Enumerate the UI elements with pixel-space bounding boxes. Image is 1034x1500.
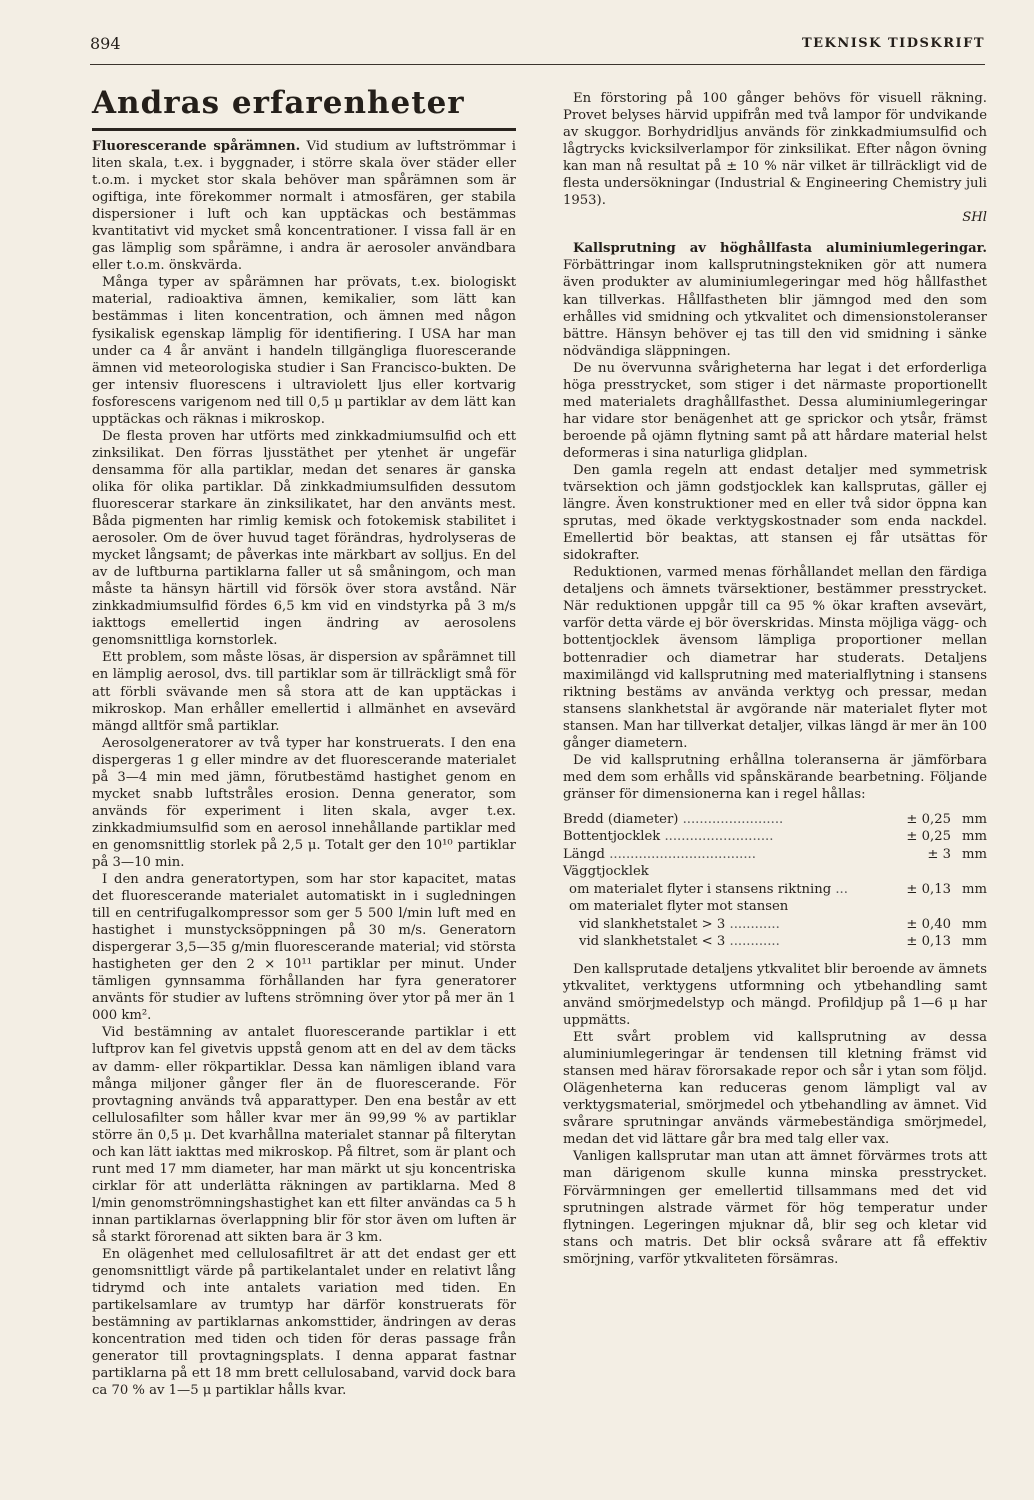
article1-paragraph: Vid bestämning av antalet fluorescerande partiklar i ett luftprov kan fel givetvis uppstå genom att en del av dem täcks av damm- eller rökpartiklar. Dessa kan nämligen ibland vara många miljoner gånger fler än de fluorescerande. För provtagning används två apparattyper. Den ena består av ett cellulosafilter som håller kvar mer än 99,99 % av partiklar större än 0,5 μ. Det kvarhållna materialet stannar på filterytan och kan lätt iakttas med mikroskop. På filtret, som är plant och runt med 17 mm diameter, har man märkt ut sju koncentriska cirklar för att underlätta räkningen av partiklarna. Med 8 l/min genomströmningshastighet kan ett filter användas ca 5 h innan partiklarnas överlappning blir för stor även om luften är så starkt förorenad att sikten bara är 3 km. xyxy=(92,1025,516,1245)
tolerance-row xyxy=(563,933,987,951)
article2-paragraph: De nu övervunna svårigheterna har legat i det erforderliga höga presstrycket, som stiger i det närmaste proportionellt med materialets draghållfasthet. Dessa aluminiumlegeringar har vidare stor benägenhet att ge sprickor och ytsår, främst beroende på ojämn flytning samt på att hårdare material helst deformeras i sina naturliga glidplan. xyxy=(563,360,987,461)
article1-paragraph: Fluorescerande spårämnen. Vid studium av luftströmmar i liten skala, t.ex. i byggnader, i större skala över städer eller t.o.m. i mycket stor skala behöver man spårämnen som är ogiftiga, inte förekommer normalt i atmosfären, ger stabila dispersioner i luft och kan upptäckas och bestämmas kvantitativt vid mycket små koncentrationer. I vissa fall är en gas lämplig som spårämne, i andra är aerosoler användbara eller t.o.m. önskvärda. xyxy=(92,139,516,274)
tolerance-value xyxy=(879,898,951,916)
tolerance-label: Väggtjocklek xyxy=(563,864,649,880)
tolerance-unit: mm xyxy=(961,829,987,845)
article2-paragraph: Kallsprutning av höghållfasta aluminiumlegeringar. Förbättringar inom kallsprutningstekniken gör att numera även produkter av aluminiumlegeringar med hög hållfasthet kan tillverkas. Hållfastheten blir jämngod med den som erhålles vid smidning och ytkvalitet och dimensionstoleranser bättre. Hänsyn behöver ej tas till den vid smidning i sänke nödvändiga släppningen. xyxy=(563,241,987,359)
tolerance-row xyxy=(563,898,987,916)
tolerance-unit xyxy=(951,898,987,916)
article2-paragraph: Ett svårt problem vid kallsprutning av dessa aluminiumlegeringar är tendensen till kletning främst vid stansen med härav förorsakade repor och sår i ytan som följd. Olägenheterna kan reduceras genom lämpligt val av verktygsmaterial, smörjmedel och ytbehandling av ämnet. Vid svårare sprutningar används värmebeständiga smörjmedel, medan det vid lättare går bra med talg eller vax. xyxy=(563,1030,987,1148)
title-rule xyxy=(92,128,516,131)
article2-paragraph: Vanligen kallsprutar man utan att ämnet förvärmes trots att man därigenom skulle kunna minska presstrycket. Förvärmningen ger emellertid tillsammans med det vid sprutningen alstrade värmet för hög temperatur under flytningen. Legeringen mjuknar då, blir seg och kletar vid stans och matris. Det blir också svårare att få effektiv smörjning, varför ytkvaliteten försämras. xyxy=(563,1149,987,1267)
article-gap xyxy=(563,226,987,240)
article1-paragraph: Många typer av spårämnen har prövats, t.ex. biologiskt material, radioaktiva ämnen, kemikalier, som lätt kan bestämmas i liten koncentration, och ämnen med någon fysikalisk egenskap lämplig för identifiering. I USA har man under ca 4 år använt i handeln tillgängliga fluorescerande ämnen vid meteorologiska studier i San Francisco-bukten. De ger intensiv fluorescens i ultraviolett ljus eller kortvarig fosforescens varigenom ned till 0,5 μ partiklar av dem lätt kan upptäckas och räknas i mikroskop. xyxy=(92,275,516,427)
tolerance-value xyxy=(879,863,951,881)
tolerance-value: ± 0,25 xyxy=(906,811,951,827)
tolerance-value: ± 0,25 xyxy=(906,829,951,845)
tolerance-label: Bottentjocklek .......................... xyxy=(563,829,774,845)
tolerance-unit xyxy=(951,863,987,881)
article1-paragraph: Ett problem, som måste lösas, är dispersion av spårämnet till en lämplig aerosol, dvs. till partiklar som är tillräckligt små för att förbli svävande men så stora att de kan upptäckas i mikroskop. Man erhåller emellertid i allmänhet en avsevärd mängd alltför små partiklar. xyxy=(92,650,516,734)
tolerance-label: vid slankhetstalet < 3 ............ xyxy=(579,934,780,950)
tolerance-label: om materialet flyter mot stansen xyxy=(569,899,789,915)
article2-paragraph: Den gamla regeln att endast detaljer med symmetrisk tvärsektion och jämn godstjocklek kan kallsprutas, gäller ej längre. Även konstruktioner med en eller två sidor öppna kan sprutas, med ökade verktygskostnader som enda nackdel. Emellertid bör beaktas, att stansen ej får utsättas för sidokrafter. xyxy=(563,462,987,564)
article1-signature-line xyxy=(563,209,987,226)
tolerance-unit: mm xyxy=(961,916,987,932)
tolerance-unit: mm xyxy=(961,934,987,950)
tolerance-value: ± 0,40 xyxy=(906,916,951,932)
article2-paragraph: De vid kallsprutning erhållna toleranserna är jämförbara med dem som erhålls vid spånskärande bearbetning. Följande gränser för dimensionerna kan i regel hållas: xyxy=(563,752,987,802)
section-title: Andras erfarenheter xyxy=(92,85,465,121)
tolerance-value: ± 3 xyxy=(927,846,951,862)
article2-lead: Kallsprutning av höghållfasta aluminiumlegeringar. xyxy=(573,241,987,257)
tolerance-table xyxy=(563,811,987,951)
tolerance-row xyxy=(563,846,987,864)
article1-paragraph: De flesta proven har utförts med zinkkadmiumsulfid och ett zinksilikat. Den förras ljusstäthet per ytenhet är ungefär densamma för alla partiklar, medan det senares är ganska olika för olika partiklar. Då zinkkadmiumsulfiden dessutom fluorescerar starkare än zinksilikatet, har den använts mest. Båda pigmenten har rimlig kemisk och fotokemisk stabilitet i aerosoler. Om de över huvud taget förändras, hydrolyseras de mycket långsamt; de påverkas inte märkbart av solljus. En del av de luftburna partiklarna faller ut så småningom, och man måste ta hänsyn härtill vid försök över stora avstånd. När zinkkadmiumsulfid fördes 6,5 km vid en vindstyrka på 3 m/s iakttogs emellertid ingen ändring av aerosolens genomsnittliga kornstorlek. xyxy=(92,428,516,649)
tolerance-value: ± 0,13 xyxy=(906,881,951,897)
tolerance-label: vid slankhetstalet > 3 ............ xyxy=(579,916,780,932)
article2-paragraph: Reduktionen, varmed menas förhållandet mellan den färdiga detaljens och ämnets tvärsektioner, bestämmer presstrycket. När reduktionen uppgår till ca 95 % ökar kraften avsevärt, varför detta värde ej bör överskridas. Minsta möjliga vägg- och bottentjocklek ävensom lämpliga proportioner mellan bottenradier och diametrar har studerats. Detaljens maximilängd vid kallsprutning med materialflytning i stansens riktning bestäms av använda verktyg och pressar, medan stansens slankhetstal är avgörande när materialet flyter mot stansen. Man har tillverkat detaljer, vilkas längd är mer än 100 gånger diametern. xyxy=(563,565,987,751)
tolerance-row xyxy=(563,881,987,899)
article2-paragraph: Den kallsprutade detaljens ytkvalitet blir beroende av ämnets ytkvalitet, verktygens utformning och ytbehandling samt använd smörjmedelstyp och mängd. Profildjup på 1—6 μ har uppmätts. xyxy=(563,961,987,1029)
article1-paragraph: En olägenhet med cellulosafiltret är att det endast ger ett genomsnittligt värde på partikelantalet under en relativt lång tidrymd och inte antalets variation med tiden. En partikelsamlare av trumtyp har därför konstruerats för bestämning av partiklarnas ankomsttider, ändringen av deras koncentration med tiden och tiden för deras passage från generator till provtagningsplats. I denna apparat fastnar partiklarna på ett 18 mm brett cellulosaband, varvid dock bara ca 70 % av 1—5 μ partiklar hålls kvar. xyxy=(92,1247,516,1399)
article1-lead: Fluorescerande spårämnen. xyxy=(92,139,301,154)
tolerance-row xyxy=(563,916,987,934)
header-rule xyxy=(90,64,985,65)
tolerance-label: om materialet flyter i stansens riktning ... xyxy=(569,881,848,897)
article1-paragraph: I den andra generatortypen, som har stor kapacitet, matas det fluorescerande materialet automatiskt in i sugledningen till en centrifugalkompressor som ger 5 500 l/min luft med en hastighet i munstycksöppningen på 30 m/s. Generatorn dispergerar 3,5—35 g/min fluorescerande material; vid största hastigheten ger den 2 × 10¹¹ partiklar per minut. Under tämligen gynnsamma förhållanden har fyra generatorer använts för studier av luftens strömning över ytor på mer än 1 000 km². xyxy=(92,872,516,1024)
tolerance-row xyxy=(563,811,987,829)
tolerance-unit: mm xyxy=(961,881,987,897)
tolerance-unit: mm xyxy=(961,846,987,862)
journal-title: TEKNISK TIDSKRIFT xyxy=(801,36,985,51)
tolerance-label: Längd ................................... xyxy=(563,846,756,862)
page-number: 894 xyxy=(90,34,121,53)
tolerance-row xyxy=(563,863,987,881)
tolerance-value: ± 0,13 xyxy=(906,934,951,950)
right-column xyxy=(563,90,987,1268)
tolerance-unit: mm xyxy=(961,811,987,827)
left-column xyxy=(92,86,516,1399)
article1-paragraph-continued: En förstoring på 100 gånger behövs för visuell räkning. Provet belyses härvid uppifrån med två lampor för undvikande av skuggor. Borhydridljus används för zinkkadmiumsulfid och lågtrycks kvicksilverlampor för zinksilikat. Efter någon övning kan man nå resultat på ± 10 % när vilket är tillräckligt vid de flesta undersökningar (Industrial & Engineering Chemistry juli 1953). xyxy=(563,91,987,209)
article1-paragraph: Aerosolgeneratorer av två typer har konstruerats. I den ena dispergeras 1 g eller mindre av det fluorescerande materialet på 3—4 min med jämn, förutbestämd hastighet genom en mycket snabb luftstråles erosion. Denna generator, som används för experiment i liten skala, avger t.ex. zinkkadmiumsulfid som en aerosol innehållande partiklar med en genomsnittlig storlek på 2,5 μ. Totalt ger den 10¹⁰ partiklar på 3—10 min. xyxy=(92,735,516,870)
tolerance-label: Bredd (diameter) ........................ xyxy=(563,811,784,827)
tolerance-row xyxy=(563,828,987,846)
article1-signature: SHl xyxy=(962,210,987,226)
page-header xyxy=(90,34,985,56)
